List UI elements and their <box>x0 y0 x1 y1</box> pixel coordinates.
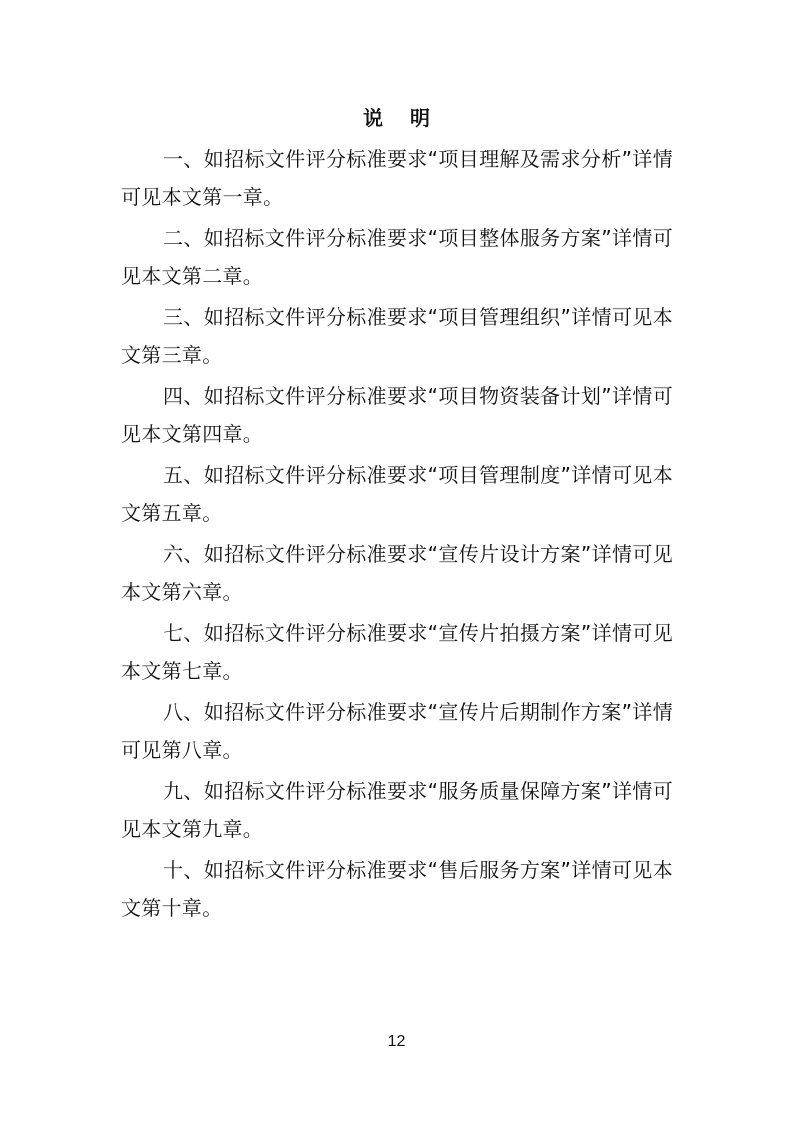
page-title: 说 明 <box>363 106 440 130</box>
paragraph-1: 一、如招标文件评分标准要求“项目理解及需求分析”详情可见本文第一章。 <box>121 147 673 209</box>
paragraph-3: 三、如招标文件评分标准要求“项目管理组织”详情可见本文第三章。 <box>121 305 673 367</box>
instructions-body <box>121 140 673 930</box>
paragraph-9: 九、如招标文件评分标准要求“服务质量保障方案”详情可见本文第九章。 <box>121 779 673 841</box>
paragraph-7: 七、如招标文件评分标准要求“宣传片拍摄方案”详情可见本文第七章。 <box>121 621 673 683</box>
paragraph-5: 五、如招标文件评分标准要求“项目管理制度”详情可见本文第五章。 <box>121 463 673 525</box>
paragraph-8: 八、如招标文件评分标准要求“宣传片后期制作方案”详情可见第八章。 <box>121 700 673 762</box>
paragraph-4: 四、如招标文件评分标准要求“项目物资装备计划”详情可见本文第四章。 <box>121 384 673 446</box>
paragraph-6: 六、如招标文件评分标准要求“宣传片设计方案”详情可见本文第六章。 <box>121 542 673 604</box>
paragraph-2: 二、如招标文件评分标准要求“项目整体服务方案”详情可见本文第二章。 <box>121 226 673 288</box>
paragraph-10: 十、如招标文件评分标准要求“售后服务方案”详情可见本文第十章。 <box>121 858 673 920</box>
page-number: 12 <box>387 1033 406 1050</box>
